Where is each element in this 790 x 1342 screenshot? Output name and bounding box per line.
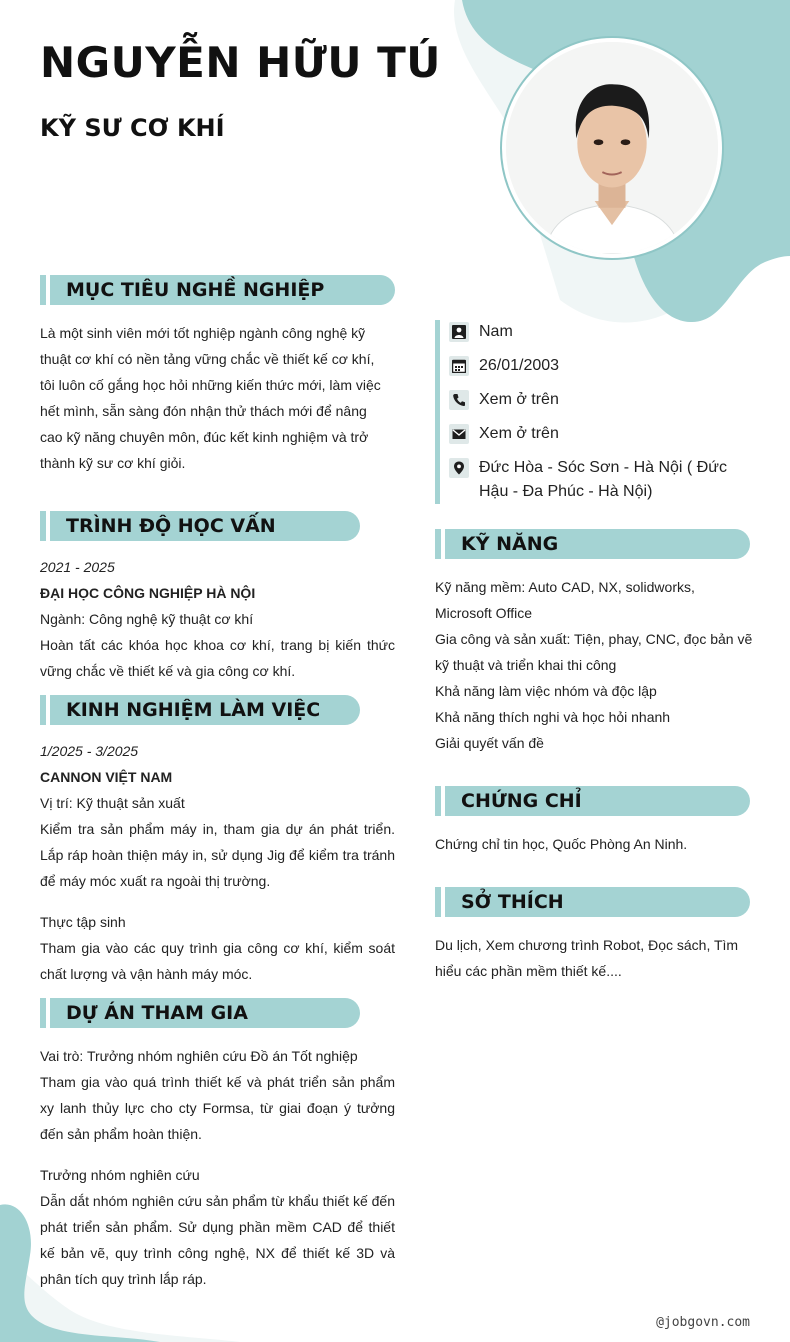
skills-header: KỸ NĂNG <box>435 529 750 559</box>
profile-photo <box>502 38 722 258</box>
education-major: Ngành: Công nghệ kỹ thuật cơ khí <box>40 611 254 627</box>
projects-content <box>40 1043 395 1292</box>
skills-list <box>435 574 753 756</box>
dob-value: 26/01/2003 <box>479 357 560 374</box>
experience-detail: Kiểm tra sản phẩm máy in, tham gia dự án phát triển. Lắp ráp hoàn thiện máy in, sử dụng Jig để kiểm tra tránh để máy móc xuất ra ngoài thị trường. <box>40 821 395 889</box>
projects-header: DỰ ÁN THAM GIA <box>40 998 360 1028</box>
objective-text: Là một sinh viên mới tốt nghiệp ngành công nghệ kỹ thuật cơ khí có nền tảng vững chắc về thiết kế cơ khí, tôi luôn cố gắng học hỏi những kiến thức mới, làm việc hết mình, sẵn sàng đón nhận thử thách mới để nâng cao kỹ năng chuyên môn, đúc kết kinh nghiệm và trở thành kỹ sư cơ khí giỏi. <box>40 325 381 471</box>
calendar-icon <box>449 356 469 376</box>
project-detail-2: Dẫn dắt nhóm nghiên cứu sản phẩm từ khẩu thiết kế đến phát triển sản phẩm. Sử dụng phần mềm CAD để thiết kế bản vẽ, quy trình công nghệ, NX để thiết kế 3D và phân tích quy trình lắp ráp. <box>40 1193 395 1287</box>
objective-header: MỤC TIÊU NGHỀ NGHIỆP <box>40 275 395 305</box>
experience-header: KINH NGHIỆM LÀM VIỆC <box>40 695 360 725</box>
site-watermark: @jobgovn.com <box>656 1315 750 1330</box>
info-row-dob <box>449 354 753 378</box>
candidate-name: NGUYỄN HỮU TÚ <box>40 38 441 87</box>
address-value: Đức Hòa - Sóc Sơn - Hà Nội ( Đức Hậu - Đa Phúc - Hà Nội) <box>479 459 727 500</box>
project-role-1: Vai trò: Trưởng nhóm nghiên cứu Đồ án Tốt nghiệp <box>40 1048 358 1064</box>
education-period: 2021 - 2025 <box>40 559 115 575</box>
experience-detail-2: Tham gia vào các quy trình gia công cơ khí, kiểm soát chất lượng và vận hành máy móc. <box>40 940 395 982</box>
certificates-header: CHỨNG CHỈ <box>435 786 750 816</box>
skill-item: Giải quyết vấn đề <box>435 735 544 751</box>
skill-item: Kỹ năng mềm: Auto CAD, NX, solidworks, Microsoft Office <box>435 579 695 621</box>
job-title: KỸ SƯ CƠ KHÍ <box>40 114 225 142</box>
hobbies-text: Du lịch, Xem chương trình Robot, Đọc sách, Tìm hiểu các phần mềm thiết kế.... <box>435 937 739 979</box>
skill-item: Khả năng làm việc nhóm và độc lập <box>435 683 657 699</box>
email-icon <box>449 424 469 444</box>
experience-period: 1/2025 - 3/2025 <box>40 743 139 759</box>
education-detail: Hoàn tất các khóa học khoa cơ khí, trang bị kiến thức vững chắc về thiết kế và gia công cơ khí. <box>40 637 395 679</box>
personal-info-box <box>435 320 753 504</box>
project-detail-1: Tham gia vào quá trình thiết kế và phát triển sản phẩm xy lanh thủy lực cho cty Formsa, từ giai đoạn ý tưởng đến sản phẩm hoàn thiện. <box>40 1074 395 1142</box>
experience-company: CANNON VIỆT NAM <box>40 769 173 785</box>
certificates-text: Chứng chỉ tin học, Quốc Phòng An Ninh. <box>435 836 688 852</box>
phone-value: Xem ở trên <box>479 391 559 408</box>
hobbies-header: SỞ THÍCH <box>435 887 750 917</box>
info-row-email <box>449 422 753 446</box>
education-content <box>40 554 395 684</box>
experience-content <box>40 738 395 987</box>
info-row-address <box>449 456 753 504</box>
gender-value: Nam <box>479 323 513 340</box>
skill-item: Khả năng thích nghi và học hỏi nhanh <box>435 709 671 725</box>
location-pin-icon <box>449 458 469 478</box>
education-header: TRÌNH ĐỘ HỌC VẤN <box>40 511 360 541</box>
project-role-2: Trưởng nhóm nghiên cứu <box>40 1167 200 1183</box>
education-school: ĐẠI HỌC CÔNG NGHIỆP HÀ NỘI <box>40 585 256 601</box>
info-row-phone <box>449 388 753 412</box>
skill-item: Gia công và sản xuất: Tiện, phay, CNC, đọc bản vẽ kỹ thuật và triển khai thi công <box>435 631 753 673</box>
phone-icon <box>449 390 469 410</box>
person-icon <box>449 322 469 342</box>
email-value: Xem ở trên <box>479 425 559 442</box>
experience-position: Vị trí: Kỹ thuật sản xuất <box>40 795 185 811</box>
info-row-gender <box>449 320 753 344</box>
experience-role-2: Thực tập sinh <box>40 914 126 930</box>
